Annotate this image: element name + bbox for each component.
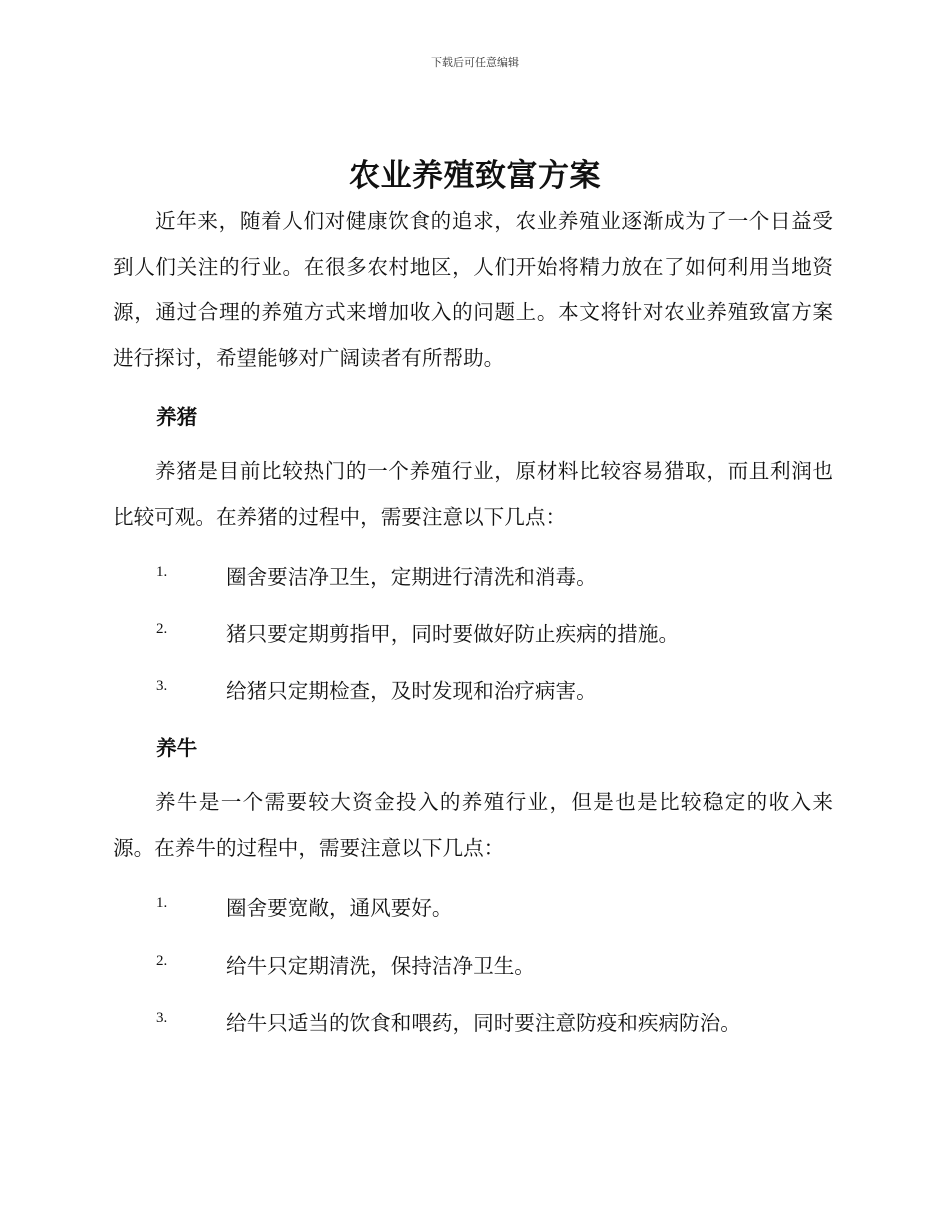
page-header-note: 下载后可任意编辑 xyxy=(431,56,519,69)
list-text: 猪只要定期剪指甲，同时要做好防止疾病的措施。 xyxy=(226,622,680,646)
list-item xyxy=(156,891,856,921)
list-item xyxy=(156,617,856,647)
list-number: 3. xyxy=(156,1010,168,1026)
list-text: 给牛只定期清洗，保持洁净卫生。 xyxy=(226,954,535,978)
section-paragraph-pig: 养猪是目前比较热门的一个养殖行业，原材料比较容易猎取，而且利润也比较可观。在养猪的过程中，需要注意以下几点： xyxy=(113,459,833,529)
section-heading-cattle: 养牛 xyxy=(156,736,198,760)
list-number: 1. xyxy=(156,895,168,911)
list-item xyxy=(156,560,856,590)
intro-paragraph: 近年来，随着人们对健康饮食的追求，农业养殖业逐渐成为了一个日益受到人们关注的行业。在很多农村地区，人们开始将精力放在了如何利用当地资源，通过合理的养殖方式来增加收入的问题上。本文将针对农业养殖致富方案进行探讨，希望能够对广阔读者有所帮助。 xyxy=(113,209,833,370)
document-title: 农业养殖致富方案 xyxy=(349,158,601,194)
list-text: 给猪只定期检查，及时发现和治疗病害。 xyxy=(226,679,597,703)
list-item xyxy=(156,949,856,979)
section-heading-pig: 养猪 xyxy=(156,405,198,429)
list-item xyxy=(156,1006,856,1036)
list-number: 2. xyxy=(156,621,168,637)
list-item xyxy=(156,674,856,704)
list-number: 3. xyxy=(156,678,168,694)
list-text: 给牛只适当的饮食和喂药，同时要注意防疫和疾病防治。 xyxy=(226,1011,741,1035)
section-paragraph-cattle: 养牛是一个需要较大资金投入的养殖行业，但是也是比较稳定的收入来源。在养牛的过程中，需要注意以下几点： xyxy=(113,790,833,860)
list-text: 圈舍要宽敞，通风要好。 xyxy=(226,896,453,920)
list-text: 圈舍要洁净卫生，定期进行清洗和消毒。 xyxy=(226,565,597,589)
list-number: 2. xyxy=(156,953,168,969)
list-number: 1. xyxy=(156,564,168,580)
